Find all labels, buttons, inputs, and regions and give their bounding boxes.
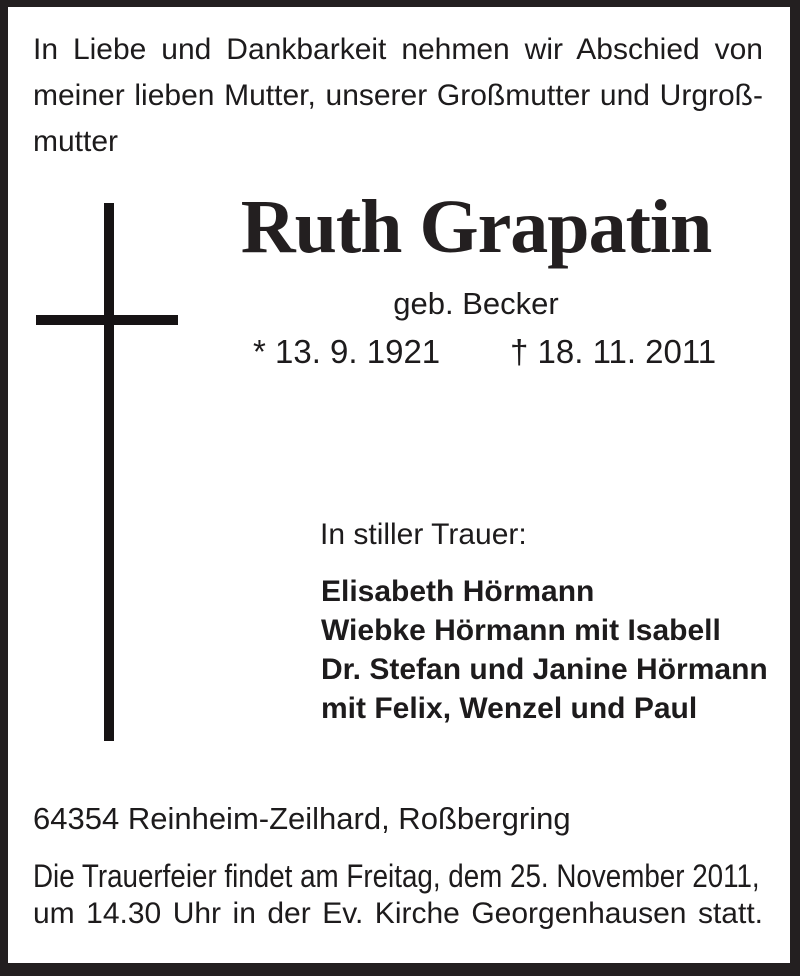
cross-icon-vertical-bar	[104, 203, 114, 741]
frame-border-bottom	[0, 963, 800, 976]
address-line: 64354 Reinheim-Zeilhard, Roßbergring	[33, 801, 571, 836]
mourner-line: mit Felix, Wenzel und Paul	[321, 692, 698, 725]
death-date: † 18. 11. 2011	[510, 333, 717, 370]
mourner-line: Wiebke Hörmann mit Isabell	[321, 614, 721, 647]
funeral-details	[33, 857, 763, 933]
intro-line: In Liebe und Dankbarkeit nehmen wir Abschied von	[33, 33, 763, 66]
deceased-name: Ruth Grapatin	[240, 185, 712, 269]
intro-paragraph	[33, 27, 763, 165]
mourning-heading: In stiller Trauer:	[320, 518, 527, 551]
frame-border-left	[0, 0, 8, 976]
frame-border-right	[790, 0, 800, 976]
intro-line: mutter	[33, 125, 119, 158]
funeral-line: Die Trauerfeier findet am Freitag, dem 25. November 2011,	[33, 858, 760, 894]
mourner-line: Elisabeth Hörmann	[321, 575, 595, 608]
mourner-line: Dr. Stefan und Janine Hörmann	[321, 653, 768, 686]
funeral-line: um 14.30 Uhr in der Ev. Kirche Georgenhausen statt.	[33, 897, 763, 930]
birth-date: * 13. 9. 1921	[253, 333, 441, 370]
intro-line: meiner lieben Mutter, unserer Großmutter und Urgroß-	[33, 79, 763, 112]
cross-icon-horizontal-bar	[36, 315, 178, 325]
maiden-name: geb. Becker	[393, 286, 559, 321]
mourners-list	[321, 572, 768, 728]
frame-border-top	[0, 0, 800, 7]
